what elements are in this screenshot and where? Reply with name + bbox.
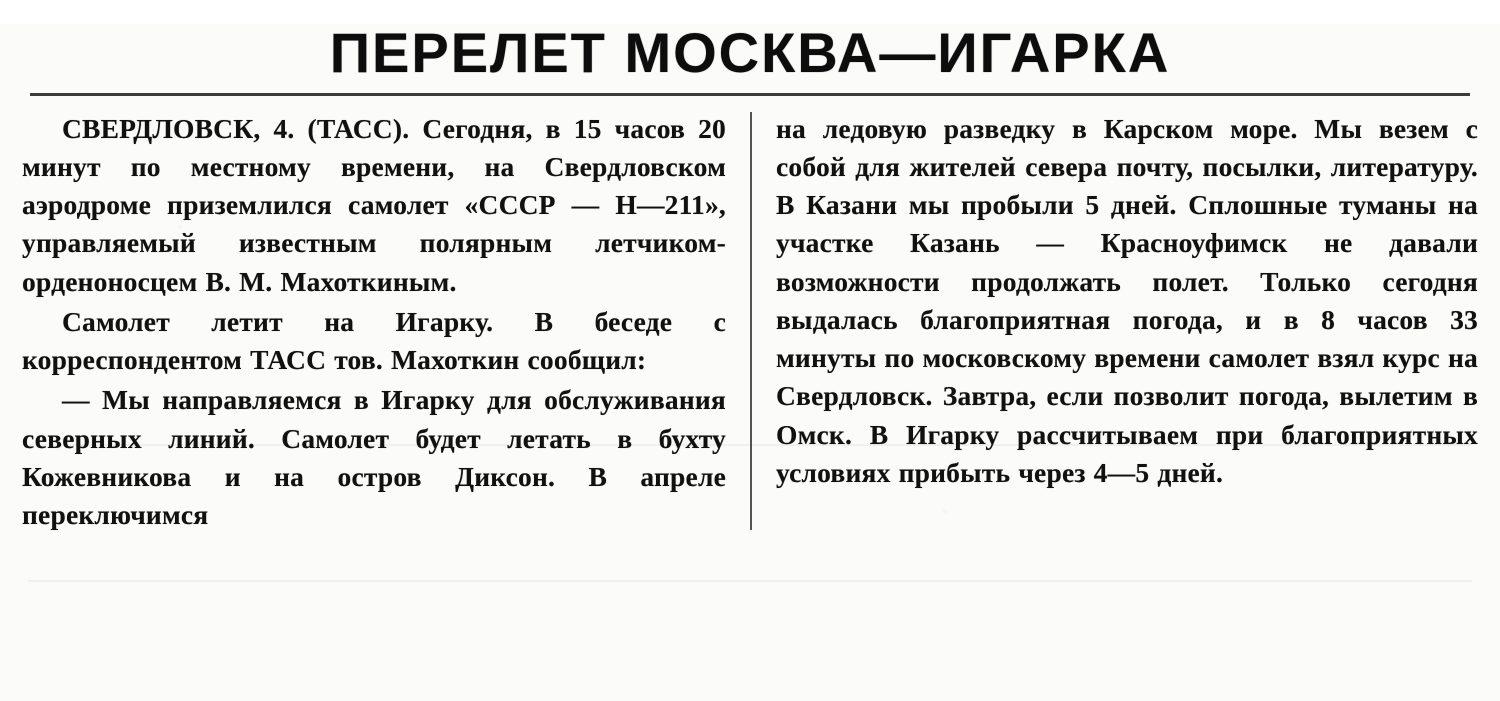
newspaper-clipping	[0, 21, 1500, 701]
column-right	[750, 110, 1478, 536]
paragraph: — Мы направляемся в Игарку для обслуживания северных линий. Самолет будет летать в бухту Кожевникова и на остров Диксон. В апреле переключимся	[22, 384, 726, 530]
headline-rule	[30, 93, 1470, 96]
column-divider	[750, 112, 752, 530]
scan-artifact	[28, 580, 1472, 582]
paragraph: СВЕРДЛОВСК, 4. (ТАСС). Сегодня, в 15 часов 20 минут по местному времени, на Свердловском аэродроме приземлился самолет «СССР — Н—211», управляемый известным полярным летчиком-орденоносцем В. М. Махоткиным.	[22, 112, 726, 297]
paragraph: на ледовую разведку в Карском море. Мы везем с собой для жителей севера почту, посылки, литературу. В Казани мы пробыли 5 дней. Сплошные туманы на участке Казань — Красноуфимск не давали возможности продолжать полет. Только сегодня выдалась благоприятная погода, и в 8 часов 33 минуты по московскому времени самолет взял курс на Свердловск. Завтра, если позволит погода, вылетим в Омск. В Игарку рассчитываем при благоприятных условиях прибыть через 4—5 дней.	[776, 112, 1479, 488]
paragraph: Самолет летит на Игарку. В беседе с корреспондентом ТАСС тов. Махоткин сообщил:	[22, 305, 726, 376]
article-body	[22, 110, 1478, 536]
column-left	[22, 110, 750, 536]
page-title: ПЕРЕЛЕТ МОСКВА—ИГАРКА	[329, 21, 1171, 84]
